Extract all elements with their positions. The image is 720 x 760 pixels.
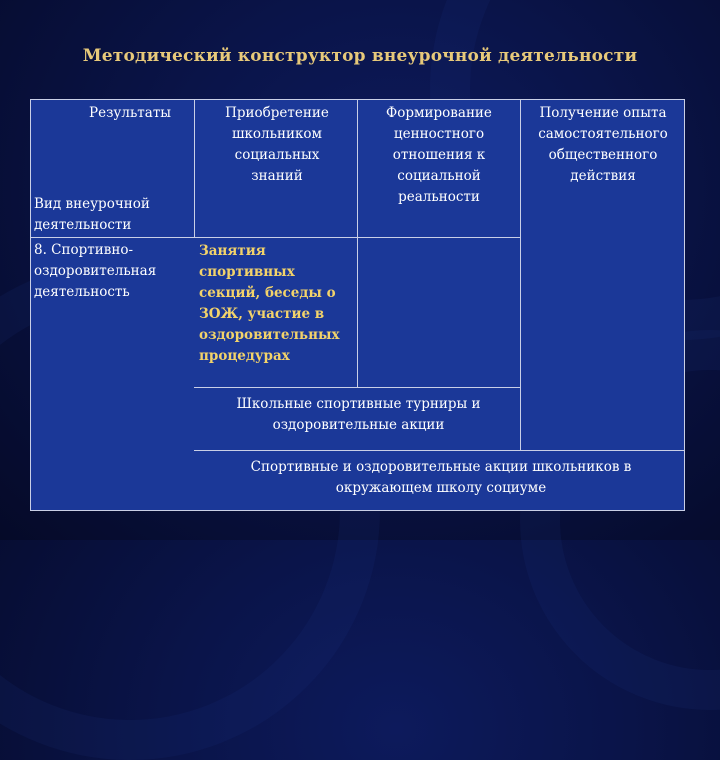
level-2-content: Школьные спортивные турниры и оздоровительные акции (236, 396, 481, 433)
header-level-2: Формирование ценностного отношения к социальной реальности (386, 105, 492, 205)
activity-name: 8. Спортивно-оздоровительная деятельность (34, 242, 157, 300)
level-3-content: Спортивные и оздоровительные акции школьников в окружающем школу социуме (250, 459, 632, 496)
table-divider (31, 237, 520, 238)
slide-title: Методический конструктор внеурочной деятельности (82, 46, 638, 66)
header-level-1: Приобретение школьником социальных знаний (225, 105, 329, 184)
table-divider (520, 100, 521, 450)
header-level-3: Получение опыта самостоятельного общественного действия (538, 105, 668, 184)
table-divider (194, 450, 685, 451)
level-1-content: Занятия спортивных секций, беседы о ЗОЖ, участие в оздоровительных процедурах (199, 243, 340, 364)
header-results: Результаты (89, 105, 172, 121)
table-divider (194, 100, 195, 237)
table-divider (357, 100, 358, 387)
table-divider (194, 387, 520, 388)
constructor-table (30, 99, 685, 511)
header-activity-kind: Вид внеурочной деятельности (34, 196, 150, 233)
